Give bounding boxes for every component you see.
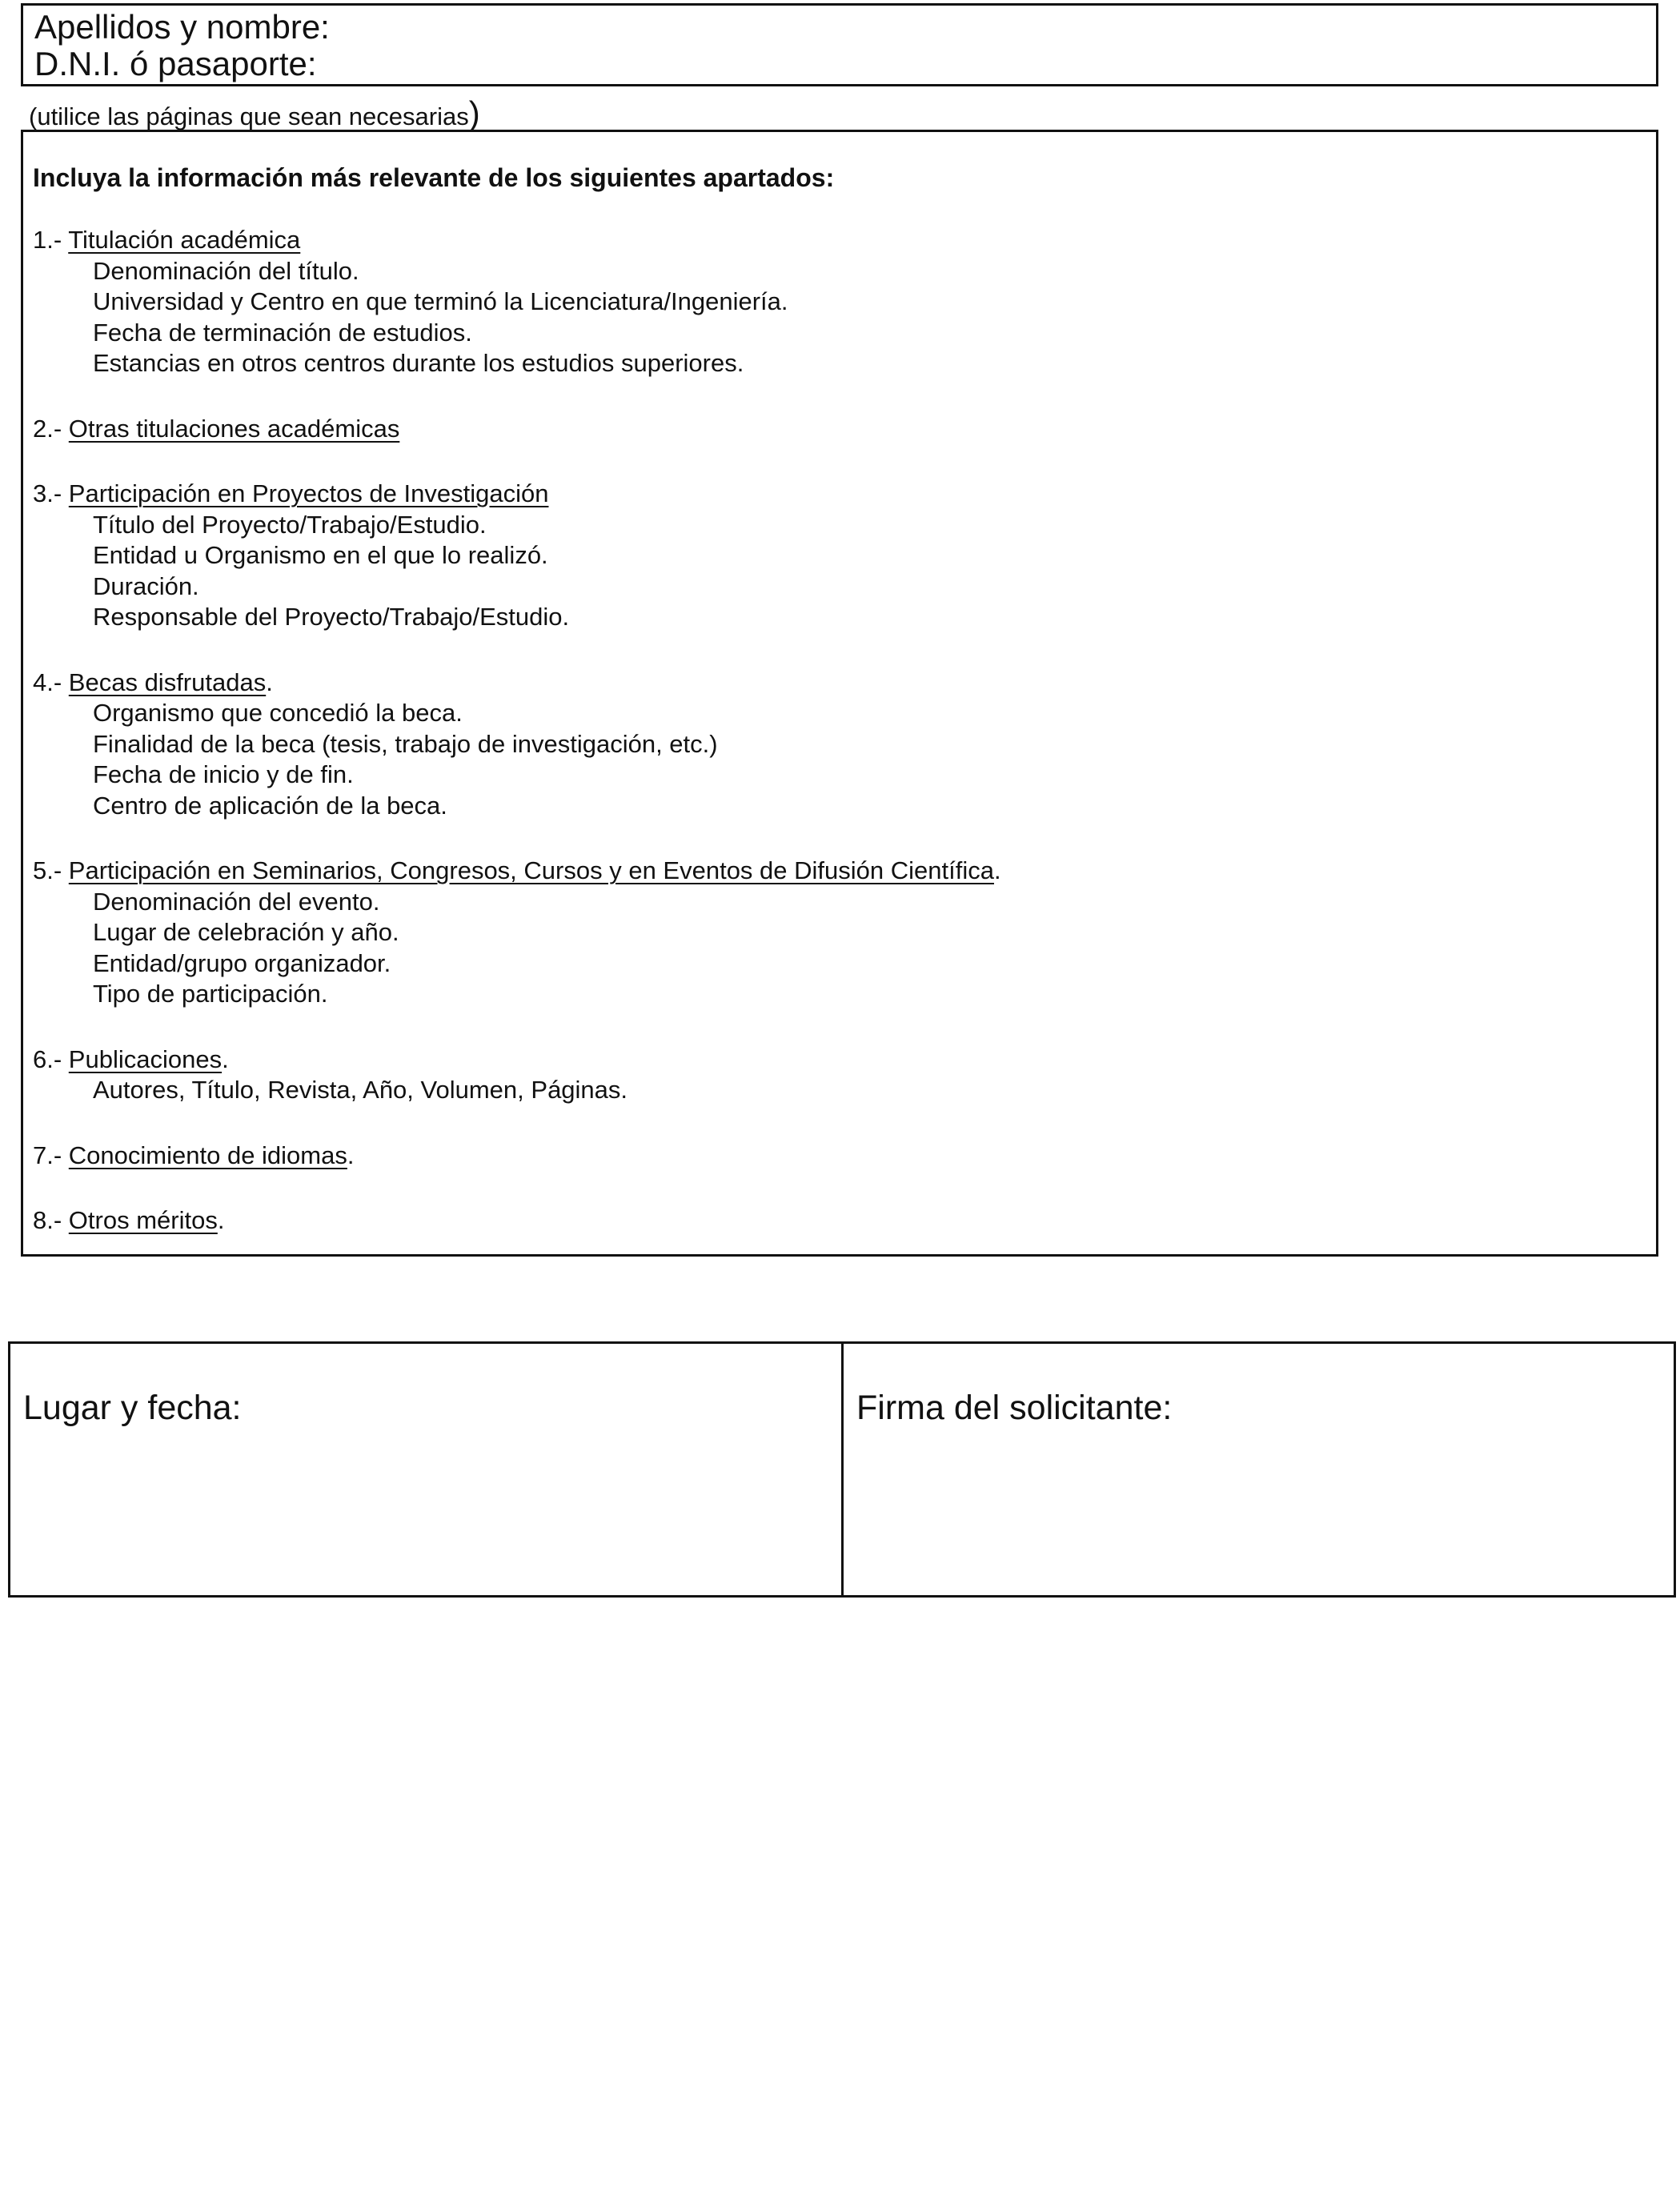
section-item: Entidad u Organismo en el que lo realizó. xyxy=(93,541,548,569)
section-title xyxy=(33,414,1634,445)
signature-cell xyxy=(844,1344,1674,1595)
section-number: 4.- xyxy=(33,668,69,696)
section-6 xyxy=(33,1044,1634,1106)
place-date-cell xyxy=(10,1344,844,1595)
section-item: Denominación del título. xyxy=(93,256,359,285)
signature-box xyxy=(8,1341,1676,1598)
pages-note-close: ) xyxy=(468,94,480,132)
section-title xyxy=(33,1205,1634,1237)
section-heading: Participación en Proyectos de Investigación xyxy=(68,479,549,507)
section-item: Fecha de inicio y de fin. xyxy=(93,760,354,788)
section-heading-suffix: . xyxy=(217,1206,225,1234)
section-heading: Otros méritos xyxy=(68,1206,218,1234)
section-heading: Publicaciones xyxy=(68,1044,223,1073)
section-number: 8.- xyxy=(33,1206,69,1234)
section-4 xyxy=(33,668,1634,822)
section-heading: Conocimiento de idiomas xyxy=(68,1141,347,1169)
id-field-label: D.N.I. ó pasaporte: xyxy=(34,45,317,82)
section-heading: Becas disfrutadas xyxy=(68,668,267,696)
section-list xyxy=(33,225,1634,1271)
section-5 xyxy=(33,856,1634,1010)
signature-label: Firma del solicitante: xyxy=(856,1389,1173,1427)
section-heading-suffix: . xyxy=(993,856,1001,884)
name-field-label: Apellidos y nombre: xyxy=(34,8,330,46)
section-item: Fecha de terminación de estudios. xyxy=(93,318,472,347)
section-number: 1.- xyxy=(33,226,69,254)
section-number: 3.- xyxy=(33,479,69,507)
section-title xyxy=(33,225,1634,256)
section-title xyxy=(33,668,1634,699)
section-item: Lugar de celebración y año. xyxy=(93,918,399,946)
section-number: 5.- xyxy=(33,856,69,884)
section-heading: Titulación académica xyxy=(68,226,301,254)
section-item: Tipo de participación. xyxy=(93,980,328,1008)
section-title xyxy=(33,479,1634,510)
section-item: Denominación del evento. xyxy=(93,887,380,916)
intro-instruction: Incluya la información más relevante de los siguientes apartados: xyxy=(33,163,835,192)
section-item: Finalidad de la beca (tesis, trabajo de investigación, etc.) xyxy=(93,729,718,758)
place-date-label: Lugar y fecha: xyxy=(23,1389,242,1427)
section-item: Responsable del Proyecto/Trabajo/Estudio. xyxy=(93,603,570,631)
section-item: Estancias en otros centros durante los estudios superiores. xyxy=(93,349,744,377)
section-item: Organismo que concedió la beca. xyxy=(93,699,463,727)
section-number: 7.- xyxy=(33,1141,69,1169)
section-7 xyxy=(33,1141,1634,1172)
pages-note xyxy=(29,94,480,132)
section-heading: Otras titulaciones académicas xyxy=(68,414,400,443)
section-item: Título del Proyecto/Trabajo/Estudio. xyxy=(93,510,487,539)
section-2 xyxy=(33,414,1634,445)
section-heading-suffix: . xyxy=(347,1141,355,1169)
section-3 xyxy=(33,479,1634,633)
section-1 xyxy=(33,225,1634,379)
section-item: Universidad y Centro en que terminó la Licenciatura/Ingeniería. xyxy=(93,287,788,315)
section-heading-suffix: . xyxy=(222,1044,229,1073)
section-8 xyxy=(33,1205,1634,1237)
section-item: Entidad/grupo organizador. xyxy=(93,948,391,977)
section-title xyxy=(33,1141,1634,1172)
pages-note-text: (utilice las páginas que sean necesarias xyxy=(29,102,469,130)
section-heading: Participación en Seminarios, Congresos, Cursos y en Eventos de Difusión Científica xyxy=(68,856,994,884)
section-number: 6.- xyxy=(33,1044,69,1073)
section-item: Duración. xyxy=(93,571,199,600)
section-item: Centro de aplicación de la beca. xyxy=(93,791,447,820)
section-number: 2.- xyxy=(33,414,69,443)
section-title xyxy=(33,856,1634,887)
section-heading-suffix: . xyxy=(266,668,273,696)
information-box xyxy=(21,130,1658,1257)
section-title xyxy=(33,1044,1634,1076)
applicant-header-box xyxy=(21,3,1658,86)
section-item: Autores, Título, Revista, Año, Volumen, Páginas. xyxy=(93,1076,628,1104)
